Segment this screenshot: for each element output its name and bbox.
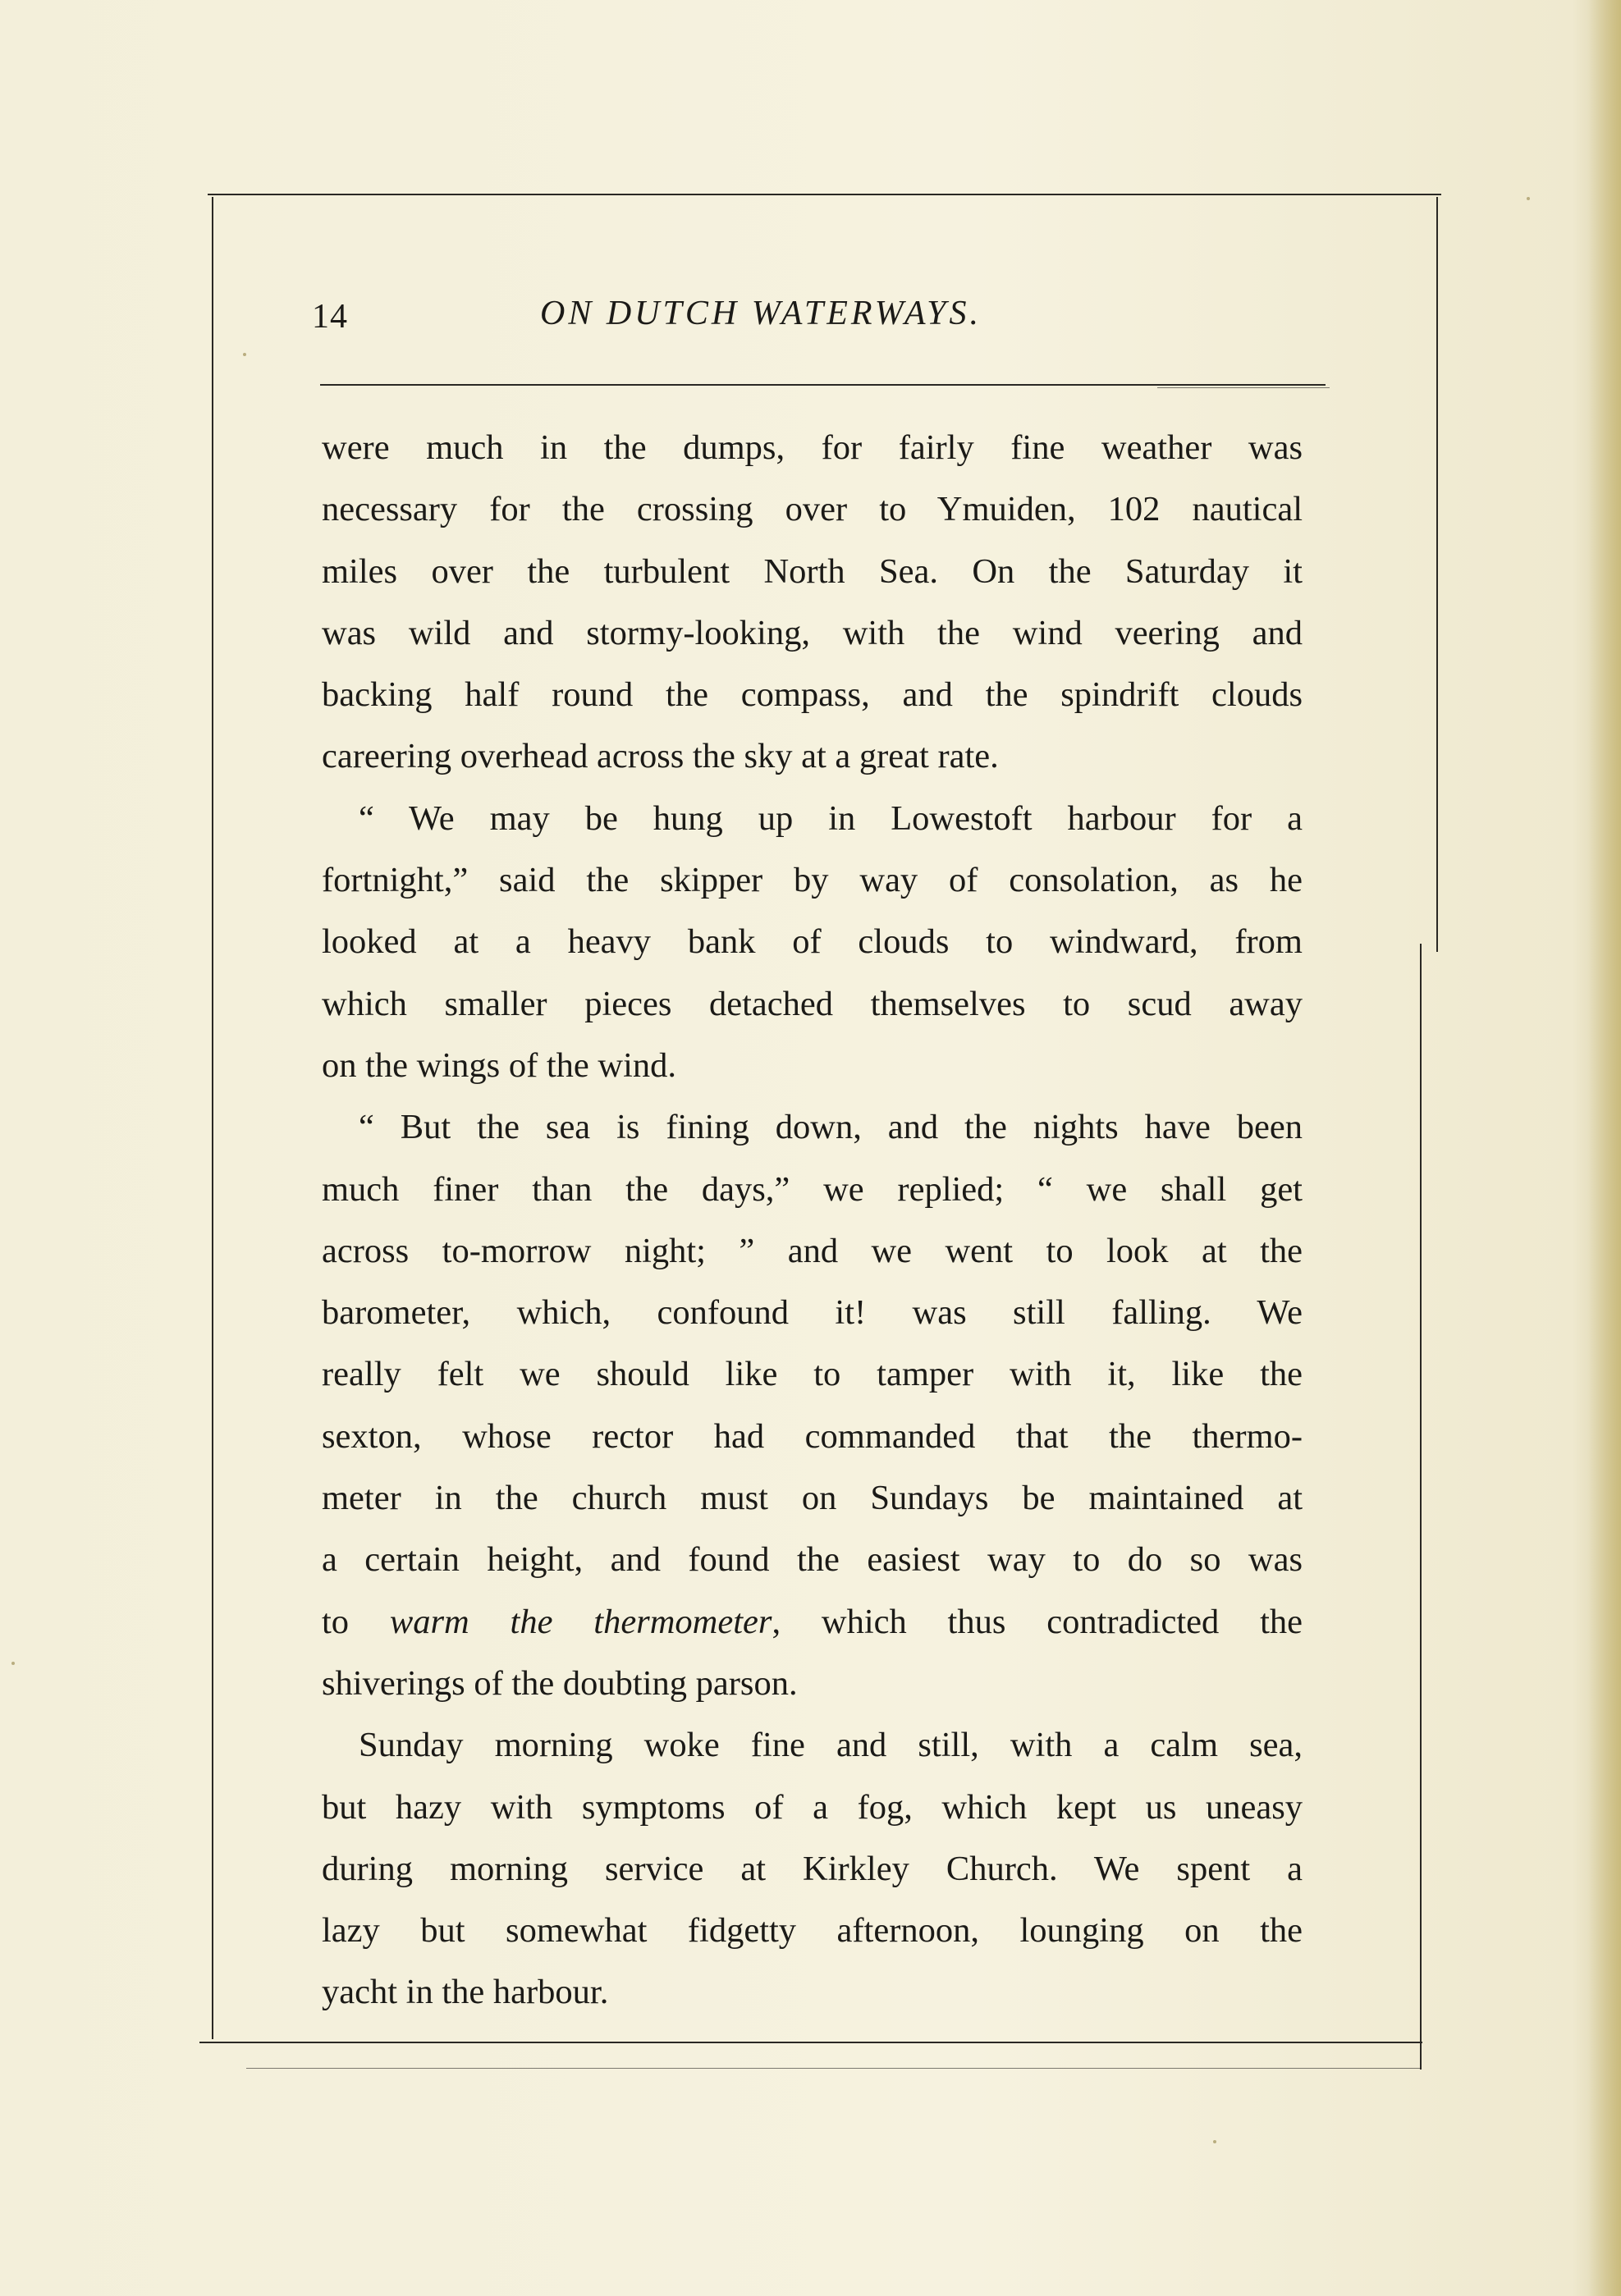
text-line: “ But the sea is fining down, and the nights have been — [359, 1108, 1303, 1147]
text-line: a certain height, and found the easiest way to do so was — [322, 1540, 1303, 1580]
text-line: backing half round the compass, and the spindrift clouds — [322, 675, 1303, 715]
text-line: which smaller pieces detached themselves to scud away — [322, 984, 1303, 1023]
text-line: necessary for the crossing over to Ymuiden, 102 nautical — [322, 490, 1303, 529]
text-line: fortnight,” said the skipper by way of consolation, as he — [322, 861, 1303, 900]
italic-phrase: warm the thermometer — [389, 1602, 772, 1641]
text-line — [322, 1591, 1303, 1653]
frame-bottom-rule-thin — [246, 2068, 1420, 2069]
page-number: 14 — [312, 298, 348, 336]
text-line: yacht in the harbour. — [322, 1973, 609, 2012]
text-line: “ We may be hung up in Lowestoft harbour for a — [359, 798, 1303, 838]
body-text — [322, 417, 1303, 2024]
running-title: ON DUTCH WATERWAYS. — [540, 295, 982, 332]
text-line: during morning service at Kirkley Church. We spent a — [322, 1849, 1303, 1888]
text-line: miles over the turbulent North Sea. On the Saturday it — [322, 551, 1303, 591]
running-head — [312, 297, 1428, 346]
text-run: , which thus contradicted the — [772, 1602, 1303, 1641]
text-line: sexton, whose rector had commanded that the thermo- — [322, 1416, 1303, 1456]
paper-speck — [11, 1662, 15, 1665]
frame-bottom-rule — [199, 2042, 1422, 2043]
text-line: was wild and stormy-looking, with the wind veering and — [322, 613, 1303, 652]
text-line: Sunday morning woke fine and still, with a calm sea, — [359, 1726, 1303, 1765]
text-line: much finer than the days,” we replied; “ we shall get — [322, 1169, 1303, 1209]
frame-left-rule — [212, 197, 213, 2039]
text-line: careering overhead across the sky at a great rate. — [322, 737, 999, 776]
head-rule — [320, 384, 1326, 386]
text-line: on the wings of the wind. — [322, 1045, 677, 1085]
text-line: were much in the dumps, for fairly fine weather was — [322, 428, 1303, 467]
page-edge-shadow — [1588, 0, 1621, 2296]
text-line: across to-morrow night; ” and we went to look at the — [322, 1231, 1303, 1270]
frame-right-rule-lower — [1420, 944, 1422, 2070]
paper-speck — [1527, 197, 1530, 200]
text-run: to — [322, 1602, 390, 1641]
frame-top-rule — [208, 194, 1441, 195]
text-line: shiverings of the doubting parson. — [322, 1663, 798, 1703]
paper-speck — [243, 353, 246, 356]
paper-speck — [1213, 2140, 1216, 2143]
text-line: but hazy with symptoms of a fog, which kept us uneasy — [322, 1787, 1303, 1827]
text-line: barometer, which, confound it! was still falling. We — [322, 1293, 1303, 1333]
head-rule-right — [1157, 387, 1330, 388]
text-line: really felt we should like to tamper with it, like the — [322, 1355, 1303, 1394]
frame-right-rule-upper — [1436, 197, 1438, 952]
text-line: lazy but somewhat fidgetty afternoon, lounging on the — [322, 1911, 1303, 1951]
text-line: looked at a heavy bank of clouds to windward, from — [322, 922, 1303, 962]
text-line: meter in the church must on Sundays be maintained at — [322, 1479, 1303, 1518]
